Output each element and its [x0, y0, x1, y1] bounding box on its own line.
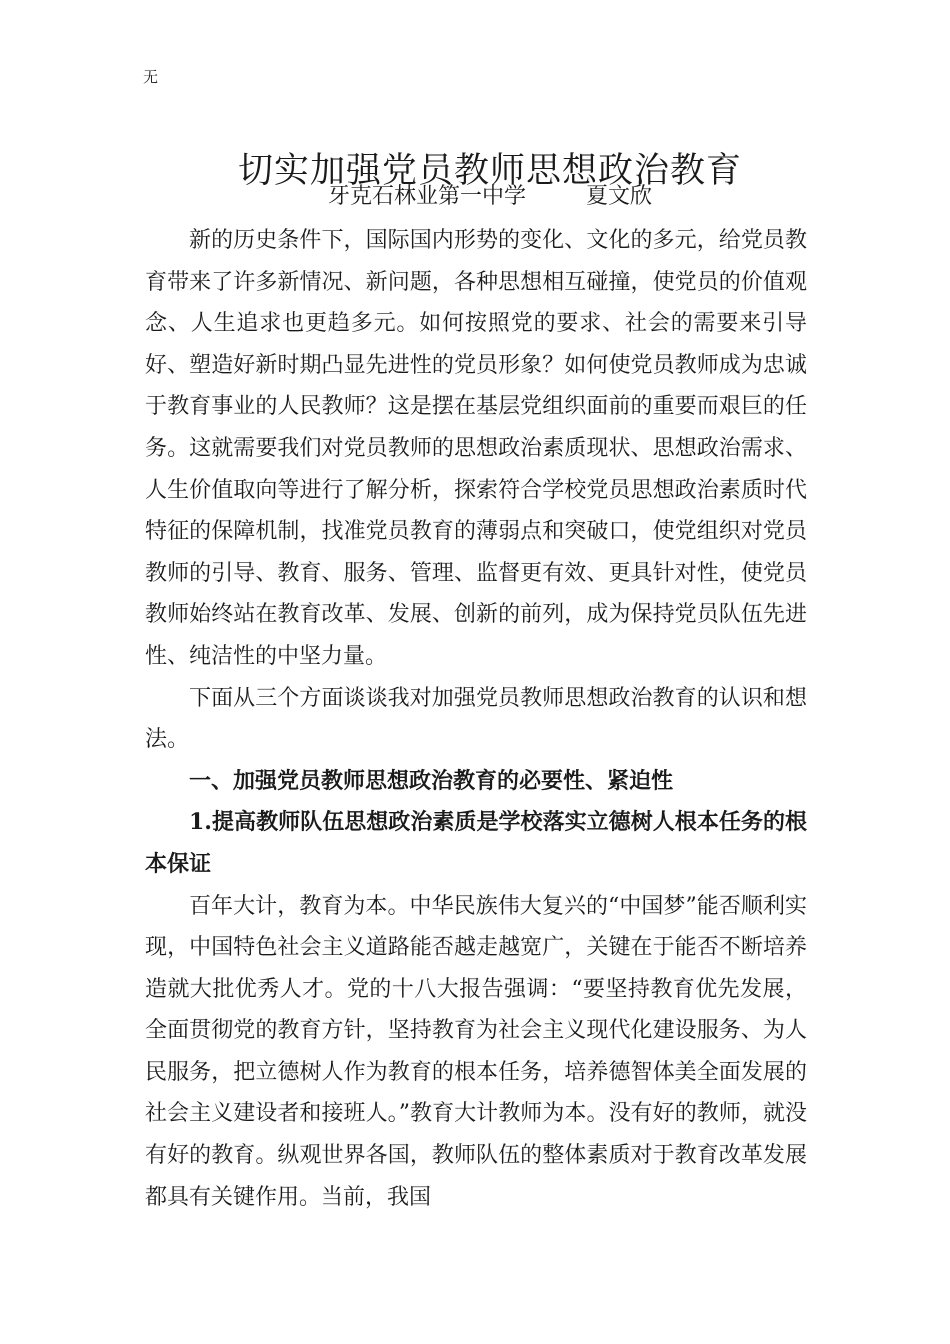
- header-mark: 无: [143, 68, 159, 86]
- article-body: [145, 220, 807, 1218]
- intro-paragraph: 新的历史条件下，国际国内形势的变化、文化的多元，给党员教育带来了许多新情况、新问题，各种思想相互碰撞，使党员的价值观念、人生追求也更趋多元。如何按照党的要求、社会的需要来引导好、塑造好新时期凸显先进性的党员形象？如何使党员教师成为忠诚于教育事业的人民教师？这是摆在基层党组织面前的重要而艰巨的任务。这就需要我们对党员教师的思想政治素质现状、思想政治需求、人生价值取向等进行了解分析，探索符合学校党员思想政治素质时代特征的保障机制，找准党员教育的薄弱点和突破口，使党组织对党员教师的引导、教育、服务、管理、监督更有效、更具针对性，使党员教师始终站在教育改革、发展、创新的前列，成为保持党员队伍先进性、纯洁性的中坚力量。: [145, 228, 807, 669]
- page-title: 切实加强党员教师思想政治教育: [237, 151, 742, 192]
- subsection-heading: 1.提高教师队伍思想政治素质是学校落实立德树人根本任务的根本保证: [145, 809, 807, 877]
- school-name: 牙克石林业第一中学: [327, 184, 526, 209]
- author-name: 夏文欣: [586, 184, 653, 209]
- section-heading: 一、加强党员教师思想政治教育的必要性、紧迫性: [189, 767, 674, 794]
- byline: [0, 182, 950, 212]
- outline-paragraph: 下面从三个方面谈谈我对加强党员教师思想政治教育的认识和想法。: [145, 685, 807, 753]
- body-paragraph: 百年大计，教育为本。中华民族伟大复兴的“中国梦”能否顺利实现，中国特色社会主义道路能否越走越宽广，关键在于能否不断培养造就大批优秀人才。党的十八大报告强调：“要坚持教育优先发展，全面贯彻党的教育方针，坚持教育为社会主义现代化建设服务、为人民服务，把立德树人作为教育的根本任务，培养德智体美全面发展的社会主义建设者和接班人。”教育大计教师为本。没有好的教师，就没有好的教育。纵观世界各国，教师队伍的整体素质对于教育改革发展都具有关键作用。当前，我国: [145, 893, 807, 1210]
